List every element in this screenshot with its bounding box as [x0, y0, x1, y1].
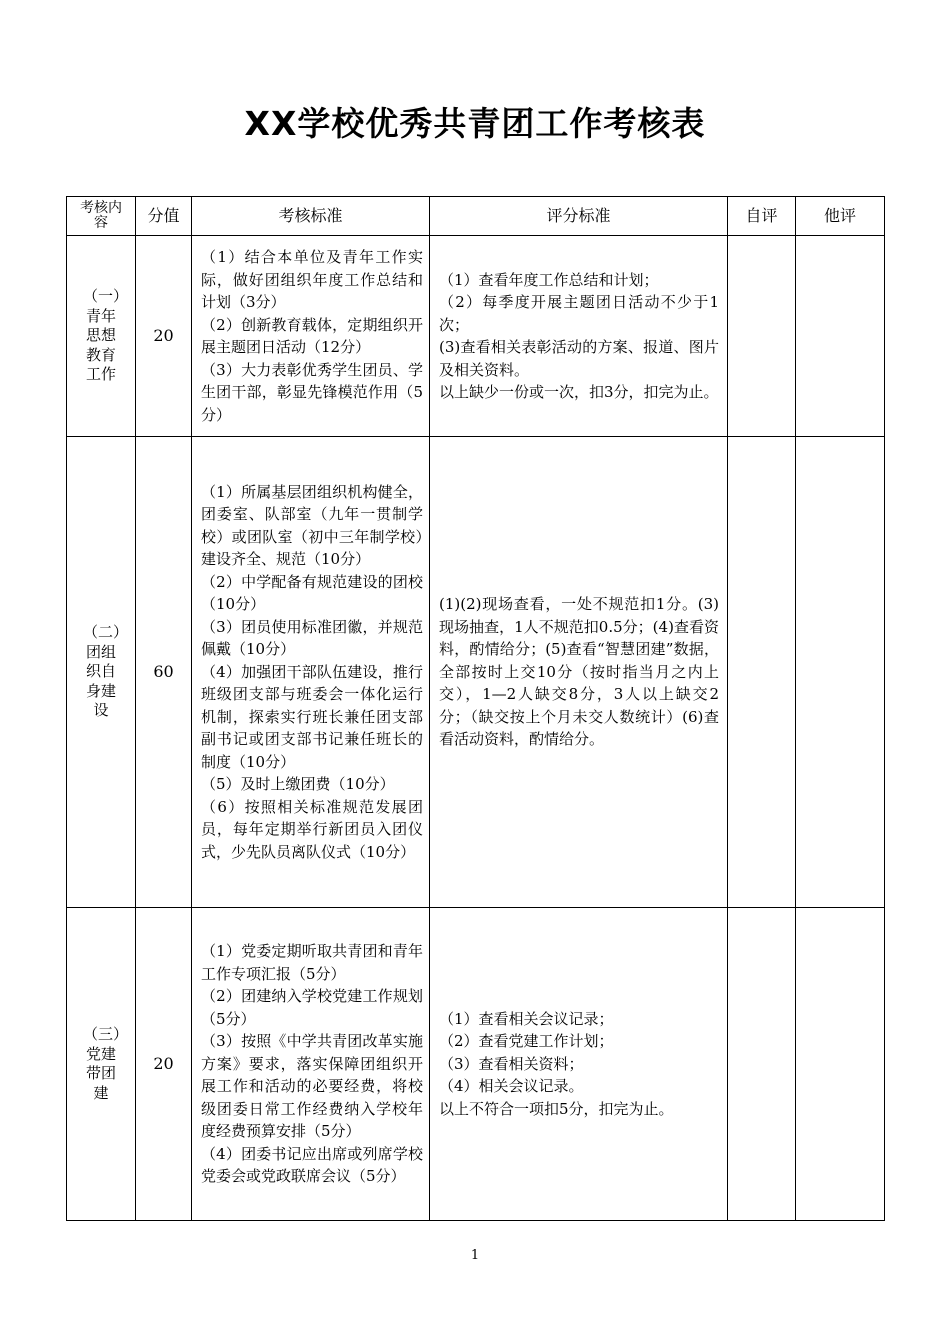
header-other: 他评	[796, 197, 885, 236]
rule-item: （1）查看相关会议记录；	[439, 1009, 614, 1028]
rule-item: （2）每季度开展主题团日活动不少于1次；	[439, 293, 719, 334]
standard-item: （5）及时上缴团费（10分）	[201, 775, 395, 794]
rule-item: (1)(2)现场查看，一处不规范扣1分。(3)现场抽查，1人不规范扣0.5分；(4)查看资料，酌情给分；(5)查看“智慧团建”数据，全部按时上交10分（按时指当月之内上交），1—2人缺交8分，3人以上缺交2分；（缺交按上个月未交人数统计）(6)查看活动资料，酌情给分。	[439, 595, 719, 749]
row-other-score[interactable]	[796, 908, 885, 1221]
page-number: 1	[470, 1248, 480, 1263]
row-other-score[interactable]	[796, 236, 885, 437]
header-rule: 评分标准	[430, 197, 728, 236]
standard-item: （1）结合本单位及青年工作实际，做好团组织年度工作总结和计划（3分）	[201, 248, 423, 311]
row-rule	[430, 236, 728, 437]
row-rule	[430, 437, 728, 908]
standard-item: （1）党委定期听取共青团和青年工作专项汇报（5分）	[201, 942, 423, 983]
rule-item: (3)查看相关表彰活动的方案、报道、图片及相关资料。	[439, 338, 719, 379]
row-self-score[interactable]	[728, 908, 796, 1221]
row-score: 60	[136, 437, 192, 908]
row-score: 20	[136, 236, 192, 437]
row-other-score[interactable]	[796, 437, 885, 908]
rule-item: （1）查看年度工作总结和计划；	[439, 270, 659, 289]
row-standard	[192, 908, 430, 1221]
rule-item: 以上不符合一项扣5分，扣完为止。	[439, 1099, 674, 1118]
row-score: 20	[136, 908, 192, 1221]
table-header-row	[67, 197, 885, 236]
row-standard	[192, 236, 430, 437]
standard-item: （2）中学配备有规范建设的团校（10分）	[201, 572, 423, 614]
table-row	[67, 236, 885, 437]
row-rule	[430, 908, 728, 1221]
header-score: 分值	[136, 197, 192, 236]
row-standard	[192, 437, 430, 908]
standard-item: （1）所属基层团组织机构健全，团委室、队部室（九年一贯制学校）或团队室（初中三年制学校）建设齐全、规范（10分）	[201, 482, 423, 569]
standard-item: （4）团委书记应出席或列席学校党委会或党政联席会议（5分）	[201, 1144, 423, 1186]
rule-item: （3）查看相关资料；	[439, 1054, 584, 1073]
header-self: 自评	[728, 197, 796, 236]
header-standard: 考核标准	[192, 197, 430, 236]
standard-item: （4）加强团干部队伍建设，推行班级团支部与班委会一体化运行机制，探索实行班长兼任团支部副书记或团支部书记兼任班长的制度（10分）	[201, 662, 423, 771]
rule-item: （2）查看党建工作计划；	[439, 1032, 614, 1051]
standard-item: （3）大力表彰优秀学生团员、学生团干部，彰显先锋模范作用（5分）	[201, 360, 423, 424]
rule-item: （4）相关会议记录。	[439, 1077, 584, 1096]
row-category: （二）团组织自身建设	[67, 437, 136, 908]
row-self-score[interactable]	[728, 236, 796, 437]
header-content: 考核内容	[67, 197, 136, 236]
table-row	[67, 908, 885, 1221]
standard-item: （3）团员使用标准团徽，并规范佩戴（10分）	[201, 617, 423, 659]
standard-item: （2）团建纳入学校党建工作规划（5分）	[201, 987, 423, 1028]
table-row	[67, 437, 885, 908]
row-category: （三）党建带团建	[67, 908, 136, 1221]
assessment-table	[66, 196, 885, 1221]
page-title: XX学校优秀共青团工作考核表	[244, 104, 706, 143]
row-self-score[interactable]	[728, 437, 796, 908]
standard-item: （2）创新教育载体，定期组织开展主题团日活动（12分）	[201, 315, 423, 356]
row-category: （一）青年思想教育工作	[67, 236, 136, 437]
standard-item: （3）按照《中学共青团改革实施方案》要求，落实保障团组织开展工作和活动的必要经费，将校级团委日常工作经费纳入学校年度经费预算安排（5分）	[201, 1032, 423, 1141]
standard-item: （6）按照相关标准规范发展团员，每年定期举行新团员入团仪式，少先队员离队仪式（10分）	[201, 797, 423, 861]
rule-item: 以上缺少一份或一次，扣3分，扣完为止。	[439, 383, 719, 401]
